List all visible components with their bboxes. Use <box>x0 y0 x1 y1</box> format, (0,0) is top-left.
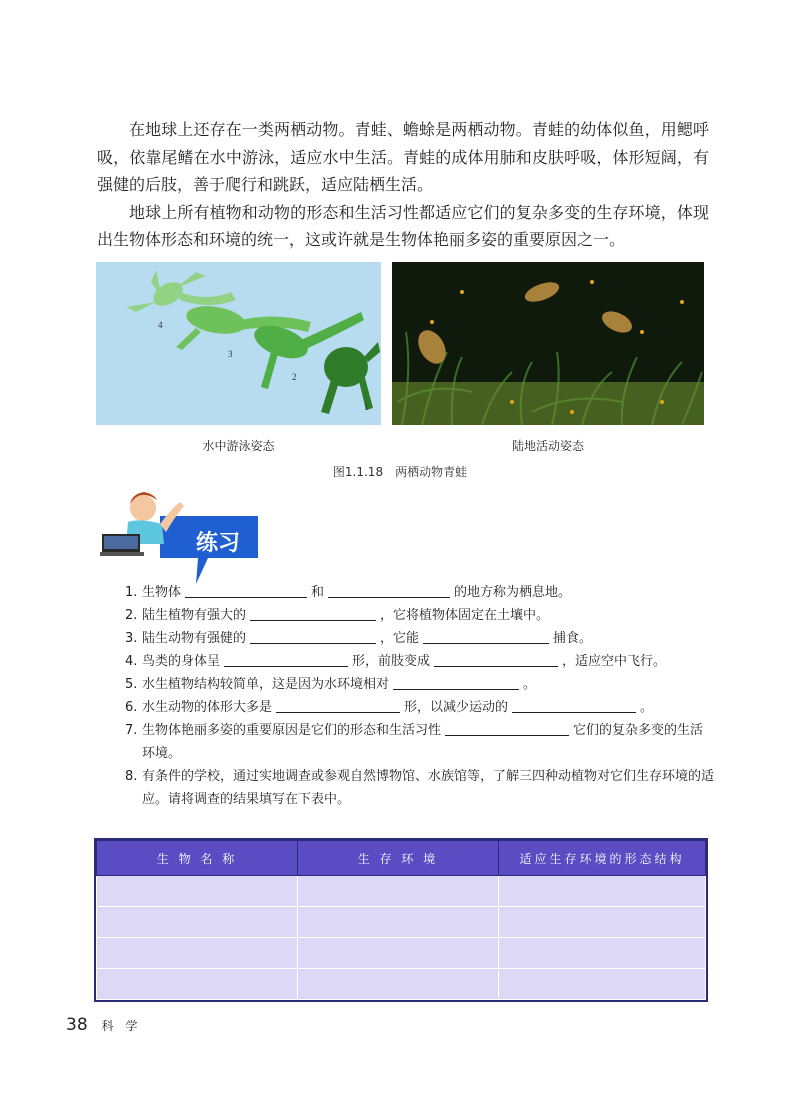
swimming-frog-illustration <box>96 262 381 425</box>
figure-caption: 图1.1.18 两栖动物青蛙 <box>332 465 468 479</box>
exercise-item-3: 3. 陆生动物有强健的 ，它能 捕食。 <box>125 631 593 646</box>
exercise-item-6: 6. 水生动物的体形大多是 形，以减少运动的 。 <box>125 700 654 715</box>
answer-blank[interactable] <box>393 675 519 690</box>
table-cell[interactable] <box>498 938 705 969</box>
answer-blank[interactable] <box>512 698 636 713</box>
table-cell[interactable] <box>97 876 298 907</box>
jumping-frog-photo <box>392 262 704 425</box>
table-cell[interactable] <box>297 876 498 907</box>
table-cell[interactable] <box>297 907 498 938</box>
table-cell[interactable] <box>297 938 498 969</box>
table-row <box>97 938 706 969</box>
exercise-banner <box>100 488 270 588</box>
exercise-title: 练习 <box>196 531 241 556</box>
table-cell[interactable] <box>97 907 298 938</box>
right-photo-caption: 陆地活动姿态 <box>511 439 584 453</box>
answer-blank[interactable] <box>250 629 376 644</box>
exercise-item-2: 2. 陆生植物有强大的 ，它将植物体固定在土壤中。 <box>125 608 550 623</box>
frog-label-2: 2 <box>292 372 297 382</box>
frog-label-4: 4 <box>158 320 163 330</box>
exercise-item-7: 7. 生物体艳丽多姿的重要原因是它们的形态和生活习性 它们的复杂多变的生活环境。 <box>125 723 704 761</box>
page-footer <box>66 1015 141 1035</box>
subject-label: 科 学 <box>101 1019 142 1033</box>
answer-blank[interactable] <box>224 652 348 667</box>
table-cell[interactable] <box>498 876 705 907</box>
exercise-item-5: 5. 水生植物结构较简单，这是因为水环境相对 。 <box>125 677 537 692</box>
exercise-item-4: 4. 鸟类的身体呈 形，前肢变成 ，适应空中飞行。 <box>125 654 667 669</box>
exercise-item-1: 1. 生物体 和 的地方称为栖息地。 <box>125 585 572 600</box>
table-row <box>97 969 706 1000</box>
paragraph-adaptation: 地球上所有植物和动物的形态和生活习性都适应它们的复杂多变的生存环境，体现出生物体形态和环境的统一，这或许就是生物体艳丽多姿的重要原因之一。 <box>97 202 709 249</box>
answer-blank[interactable] <box>434 652 558 667</box>
paragraph-amphibians: 在地球上还存在一类两栖动物。青蛙、蟾蜍是两栖动物。青蛙的幼体似鱼，用鳃呼吸，依靠尾鳍在水中游泳，适应水中生活。青蛙的成体用肺和皮肤呼吸，体形短阔，有强健的后肢，善于爬行和跳跃，适应陆栖生活。 <box>97 120 709 194</box>
table-row <box>97 907 706 938</box>
page-number: 38 <box>66 1015 88 1035</box>
survey-table <box>96 840 706 1000</box>
left-photo-caption: 水中游泳姿态 <box>202 439 275 453</box>
column-organism-name: 生 物 名 称 <box>97 841 298 876</box>
table-cell[interactable] <box>498 907 705 938</box>
frog-label-1: 1 <box>364 402 369 412</box>
column-habitat: 生 存 环 境 <box>297 841 498 876</box>
exercise-item-8: 8. 有条件的学校，通过实地调查或参观自然博物馆、水族馆等，了解三四种动植物对它们生存环境的适应。请将调查的结果填写在下表中。 <box>125 769 715 807</box>
table-cell[interactable] <box>498 969 705 1000</box>
table-header-row <box>97 841 706 876</box>
answer-blank[interactable] <box>250 606 376 621</box>
answer-blank[interactable] <box>185 583 307 598</box>
table-row <box>97 876 706 907</box>
frog-label-3: 3 <box>228 349 233 359</box>
column-adaptive-structure: 适应生存环境的形态结构 <box>498 841 705 876</box>
exercise-list <box>125 581 715 811</box>
body-text <box>97 116 709 254</box>
table-cell[interactable] <box>97 938 298 969</box>
answer-blank[interactable] <box>328 583 450 598</box>
table-cell[interactable] <box>297 969 498 1000</box>
answer-blank[interactable] <box>423 629 549 644</box>
answer-blank[interactable] <box>276 698 400 713</box>
answer-blank[interactable] <box>445 721 569 736</box>
table-cell[interactable] <box>97 969 298 1000</box>
